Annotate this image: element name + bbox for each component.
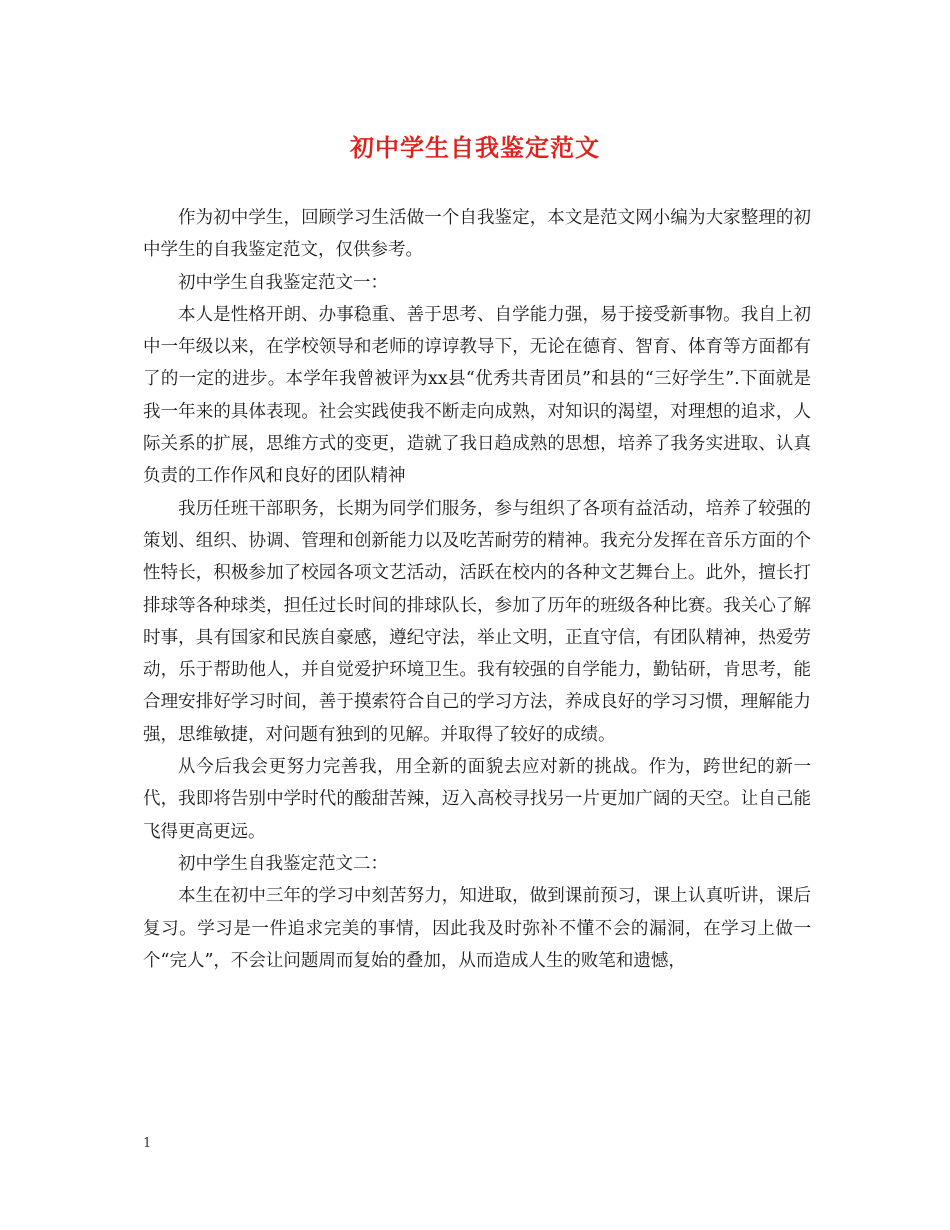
document-body bbox=[143, 202, 811, 977]
body-paragraph: 我历任班干部职务，长期为同学们服务，参与组织了各项有益活动，培养了较强的策划、组织、协调、管理和创新能力以及吃苦耐劳的精神。我充分发挥在音乐方面的个性特长，积极参加了校园各项文艺活动，活跃在校内的各种文艺舞台上。此外，擅长打排球等各种球类，担任过长时间的排球队长，参加了历年的班级各种比赛。我关心了解时事，具有国家和民族自豪感，遵纪守法，举止文明，正直守信，有团队精神，热爱劳动，乐于帮助他人，并自觉爱护环境卫生。我有较强的自学能力，勤钻研，肯思考，能合理安排好学习时间，善于摸索符合自己的学习方法，养成良好的学习习惯，理解能力强，思维敏捷，对问题有独到的见解。并取得了较好的成绩。 bbox=[143, 498, 811, 745]
section-heading-sample-one: 初中学生自我鉴定范文一： bbox=[178, 272, 388, 293]
body-paragraph: 本生在初中三年的学习中刻苦努力，知进取，做到课前预习，课上认真听讲，课后复习。学习是一件追求完美的事情，因此我及时弥补不懂不会的漏洞，在学习上做一个“完人”，不会让问题周而复始的叠加，从而造成人生的败笔和遗憾， bbox=[143, 886, 811, 971]
body-paragraph: 本人是性格开朗、办事稳重、善于思考、自学能力强，易于接受新事物。我自上初中一年级以来，在学校领导和老师的谆谆教导下，无论在德育、智育、体育等方面都有了的一定的进步。本学年我曾被评为xx县“优秀共青团员”和县的“三好学生”.下面就是我一年来的具体表现。社会实践使我不断走向成熟，对知识的渴望，对理想的追求，人际关系的扩展，思维方式的变更，造就了我日趋成熟的思想，培养了我务实进取、认真负责的工作作风和良好的团队精神 bbox=[143, 304, 811, 487]
intro-paragraph: 作为初中学生，回顾学习生活做一个自我鉴定，本文是范文网小编为大家整理的初中学生的自我鉴定范文，仅供参考。 bbox=[143, 208, 811, 261]
page-number: 1 bbox=[143, 1136, 152, 1151]
document-title: 初中学生自我鉴定范文 bbox=[350, 134, 600, 162]
section-heading-sample-two: 初中学生自我鉴定范文二： bbox=[178, 853, 388, 874]
body-paragraph: 从今后我会更努力完善我，用全新的面貌去应对新的挑战。作为，跨世纪的新一代，我即将告别中学时代的酸甜苦辣，迈入高校寻找另一片更加广阔的天空。让自己能飞得更高更远。 bbox=[143, 757, 811, 842]
